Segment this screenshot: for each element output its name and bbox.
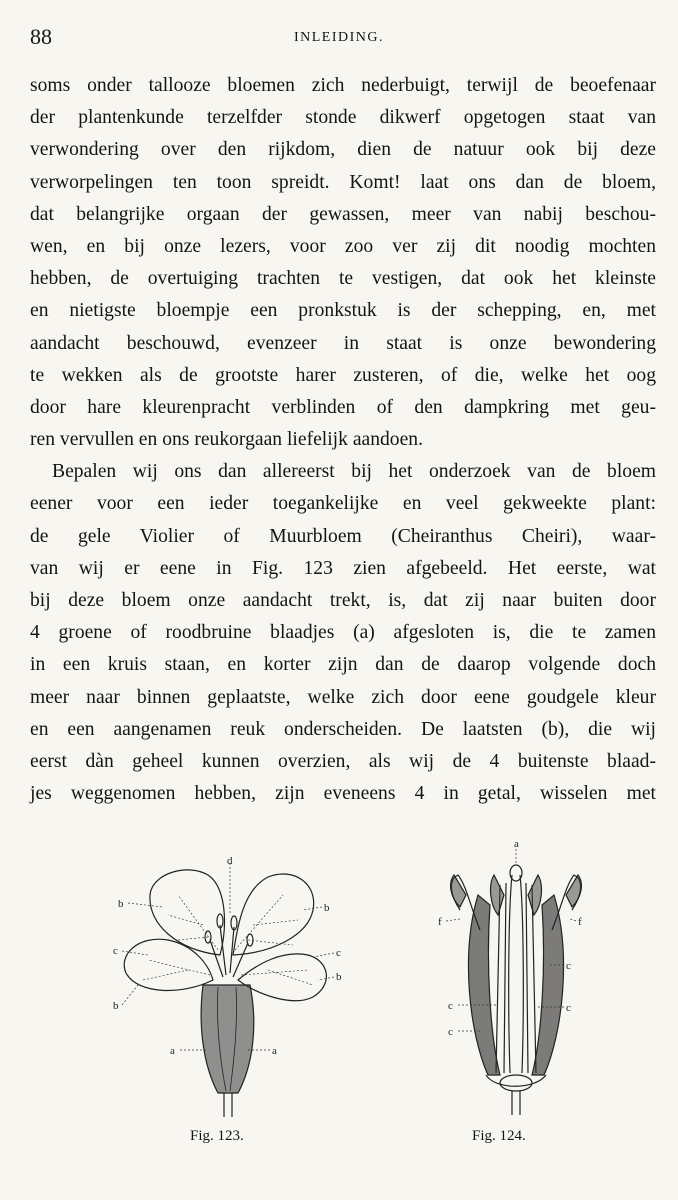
- text-line: jes weggenomen hebben, zijn eveneens 4 in getal, wisselen met: [30, 783, 656, 805]
- figures-area: [0, 830, 678, 1160]
- body-text: [30, 70, 656, 810]
- text-line: eener voor een ieder toegankelijke en veel gekweekte plant:: [30, 493, 656, 515]
- text-line: bij deze bloem onze aandacht trekt, is, dat zij naar buiten door: [30, 590, 656, 611]
- label-c-left: c: [113, 945, 118, 957]
- label-c-mid-right: c: [566, 960, 571, 972]
- label-c-lower-left: c: [448, 1026, 453, 1038]
- label-a: a: [514, 838, 519, 850]
- text-line: de gele Violier of Muurbloem (Cheiranthus Cheiri), waar-: [30, 525, 656, 547]
- text-line: van wij er eene in Fig. 123 zien afgebeeld. Het eerste, wat: [30, 557, 656, 579]
- text-line: ren vervullen en ons reukorgaan liefelijk aandoen.: [30, 429, 423, 451]
- page-header: [30, 22, 648, 52]
- label-f-left: f: [438, 916, 442, 928]
- label-c-left: c: [448, 1000, 453, 1012]
- text-line: Bepalen wij ons dan allereerst bij het onderzoek van de bloem: [52, 461, 656, 483]
- text-line: en een aangenamen reuk onderscheiden. De laatsten (b), die wij: [30, 718, 656, 740]
- text-line: aandacht beschouwd, evenzeer in staat is onze bewondering: [30, 332, 656, 354]
- label-b-lower-left: b: [113, 1000, 119, 1012]
- label-c-right: c: [566, 1002, 571, 1014]
- label-b-left: b: [118, 898, 124, 910]
- text-line: 4 groene of roodbruine blaadjes (a) afgesloten is, die te zamen: [30, 622, 656, 644]
- label-f-right: f: [578, 916, 582, 928]
- label-a-right: a: [272, 1045, 277, 1057]
- text-line: in een kruis staan, en korter zijn dan de daarop volgende doch: [30, 654, 656, 676]
- figure-124-caption: Fig. 124.: [472, 1128, 526, 1144]
- text-line: verwondering over den rijkdom, dien de natuur ook bij deze: [30, 139, 656, 161]
- text-line: soms onder tallooze bloemen zich nederbuigt, terwijl de beoefenaar: [30, 75, 656, 96]
- figure-123: [108, 855, 348, 1120]
- flower-section-illustration: [430, 835, 590, 1120]
- running-title: INLEIDING.: [293, 30, 385, 45]
- text-line: verworpelingen ten toon spreidt. Komt! laat ons dan de bloem,: [30, 171, 656, 193]
- text-line: dat belangrijke orgaan der gewassen, meer van nabij beschou-: [30, 203, 656, 225]
- label-c-right: c: [336, 947, 341, 959]
- label-a-left: a: [170, 1045, 175, 1057]
- figure-124: [430, 835, 590, 1120]
- text-line: der plantenkunde terzelfder stonde dikwerf opgetogen staat van: [30, 107, 656, 129]
- text-line: hebben, de overtuiging trachten te vestigen, dat ook het kleinste: [30, 268, 656, 290]
- text-line: en nietigste bloempje een pronkstuk is der schepping, en, met: [30, 300, 656, 322]
- text-line: wen, en bij onze lezers, voor zoo ver zij dit noodig mochten: [30, 235, 656, 257]
- text-line: eerst dàn geheel kunnen overzien, als wij de 4 buitenste blaad-: [30, 750, 656, 772]
- label-b-lower-right: b: [336, 971, 342, 983]
- text-line: meer naar binnen geplaatste, welke zich door eene goudgele kleur: [30, 686, 656, 708]
- label-b-right: b: [324, 902, 330, 914]
- wallflower-flower-illustration: [108, 855, 348, 1120]
- text-line: te wekken als de grootste harer zusteren, of die, welke het oog: [30, 364, 656, 386]
- figure-123-caption: Fig. 123.: [190, 1128, 244, 1144]
- page-number: 88: [30, 24, 52, 49]
- label-d: d: [227, 855, 233, 867]
- text-line: door hare kleurenpracht verblinden of den dampkring met geu-: [30, 396, 656, 418]
